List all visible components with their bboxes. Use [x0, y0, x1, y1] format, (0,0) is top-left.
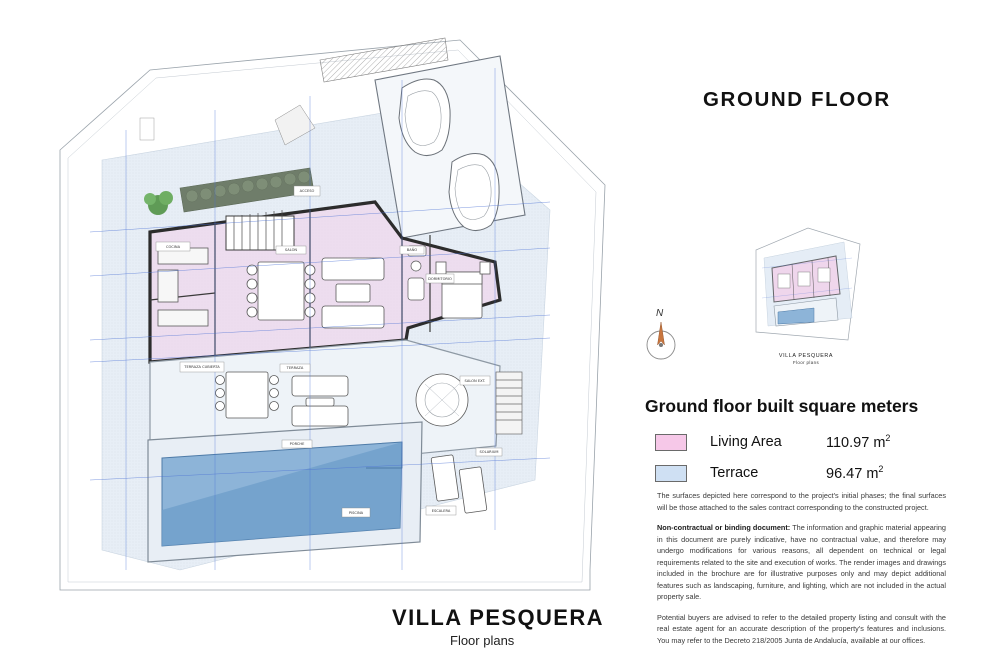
svg-text:COCINA: COCINA — [165, 245, 181, 249]
disclaimer-bold-lead: Non-contractual or binding document: — [657, 523, 791, 533]
svg-text:SOLARIUM: SOLARIUM — [479, 450, 499, 454]
legend-value-terrace — [826, 464, 883, 482]
key-plan-thumbnail — [748, 222, 868, 352]
legend-label-living-area: Living Area — [710, 434, 782, 450]
swatch-living-area — [655, 434, 687, 451]
garage-zone — [375, 56, 525, 238]
svg-text:SALON EXT.: SALON EXT. — [464, 379, 486, 383]
terrace-unit: m — [866, 465, 879, 482]
disclaimer-paragraph-2-text: The information and graphic material appearing in this document are purely indicative, have no contractual value, and therefore may undergo modifications for various reasons, all dependent on technical or legal requirements related to the site and execution of works. The render images and drawings included in the brochure are for illustrative purposes only and may depict additional features such as landscaping, furniture, and lighting, which are not included in the actual property sale. — [657, 523, 946, 602]
villa-subtitle: Floor plans — [450, 633, 515, 648]
svg-text:TERRAZA: TERRAZA — [286, 366, 304, 370]
disclaimer-paragraph-2 — [657, 522, 946, 603]
staircase — [226, 210, 294, 250]
svg-text:BAÑO: BAÑO — [406, 248, 418, 252]
svg-text:ESCALERA: ESCALERA — [431, 509, 451, 513]
terrace-exponent: 2 — [878, 464, 884, 475]
svg-text:TERRAZA CUBIERTA: TERRAZA CUBIERTA — [184, 365, 220, 369]
legend-label-terrace: Terrace — [710, 465, 759, 481]
living-area-unit: m — [873, 434, 886, 451]
disclaimer-paragraph-3: Potential buyers are advised to refer to the detailed property listing and consult with the real estate agent for an accurate description of the property's features and inclusions. You may refer to the Decreto 218/2005 Junta de Andalucía, available at our offices. — [657, 612, 946, 645]
north-arrow — [638, 308, 688, 368]
svg-text:PORCHE: PORCHE — [289, 442, 305, 446]
swatch-terrace — [655, 465, 687, 482]
svg-text:ACCESO: ACCESO — [299, 189, 315, 193]
car-icon — [449, 154, 499, 231]
disclaimer-paragraph-1: The surfaces depicted here correspond to the project's initial phases; the final surfaces will be those attached to the sales contract corresponding to the constructed project. — [657, 491, 946, 512]
key-plan-caption: VILLA PESQUERA — [778, 353, 834, 359]
key-plan-caption-sub: Floor plans — [792, 360, 820, 365]
page-title: GROUND FLOOR — [703, 88, 891, 111]
floor-plan-drawing — [30, 10, 630, 610]
living-area-value: 110.97 — [826, 434, 870, 451]
areas-legend — [655, 428, 915, 490]
north-label: N — [656, 308, 664, 319]
legend-row-terrace — [655, 459, 915, 487]
svg-text:PISCINA: PISCINA — [348, 511, 364, 515]
disclaimer-block — [657, 490, 946, 655]
legend-value-living-area — [826, 433, 890, 451]
villa-name: VILLA PESQUERA — [392, 605, 604, 630]
living-area-exponent: 2 — [885, 433, 891, 444]
areas-title: Ground floor built square meters — [645, 396, 919, 416]
terrace-value: 96.47 — [826, 465, 863, 482]
legend-row-living-area — [655, 428, 915, 456]
svg-text:DORMITORIO: DORMITORIO — [428, 277, 452, 281]
svg-text:SALON: SALON — [284, 248, 298, 252]
